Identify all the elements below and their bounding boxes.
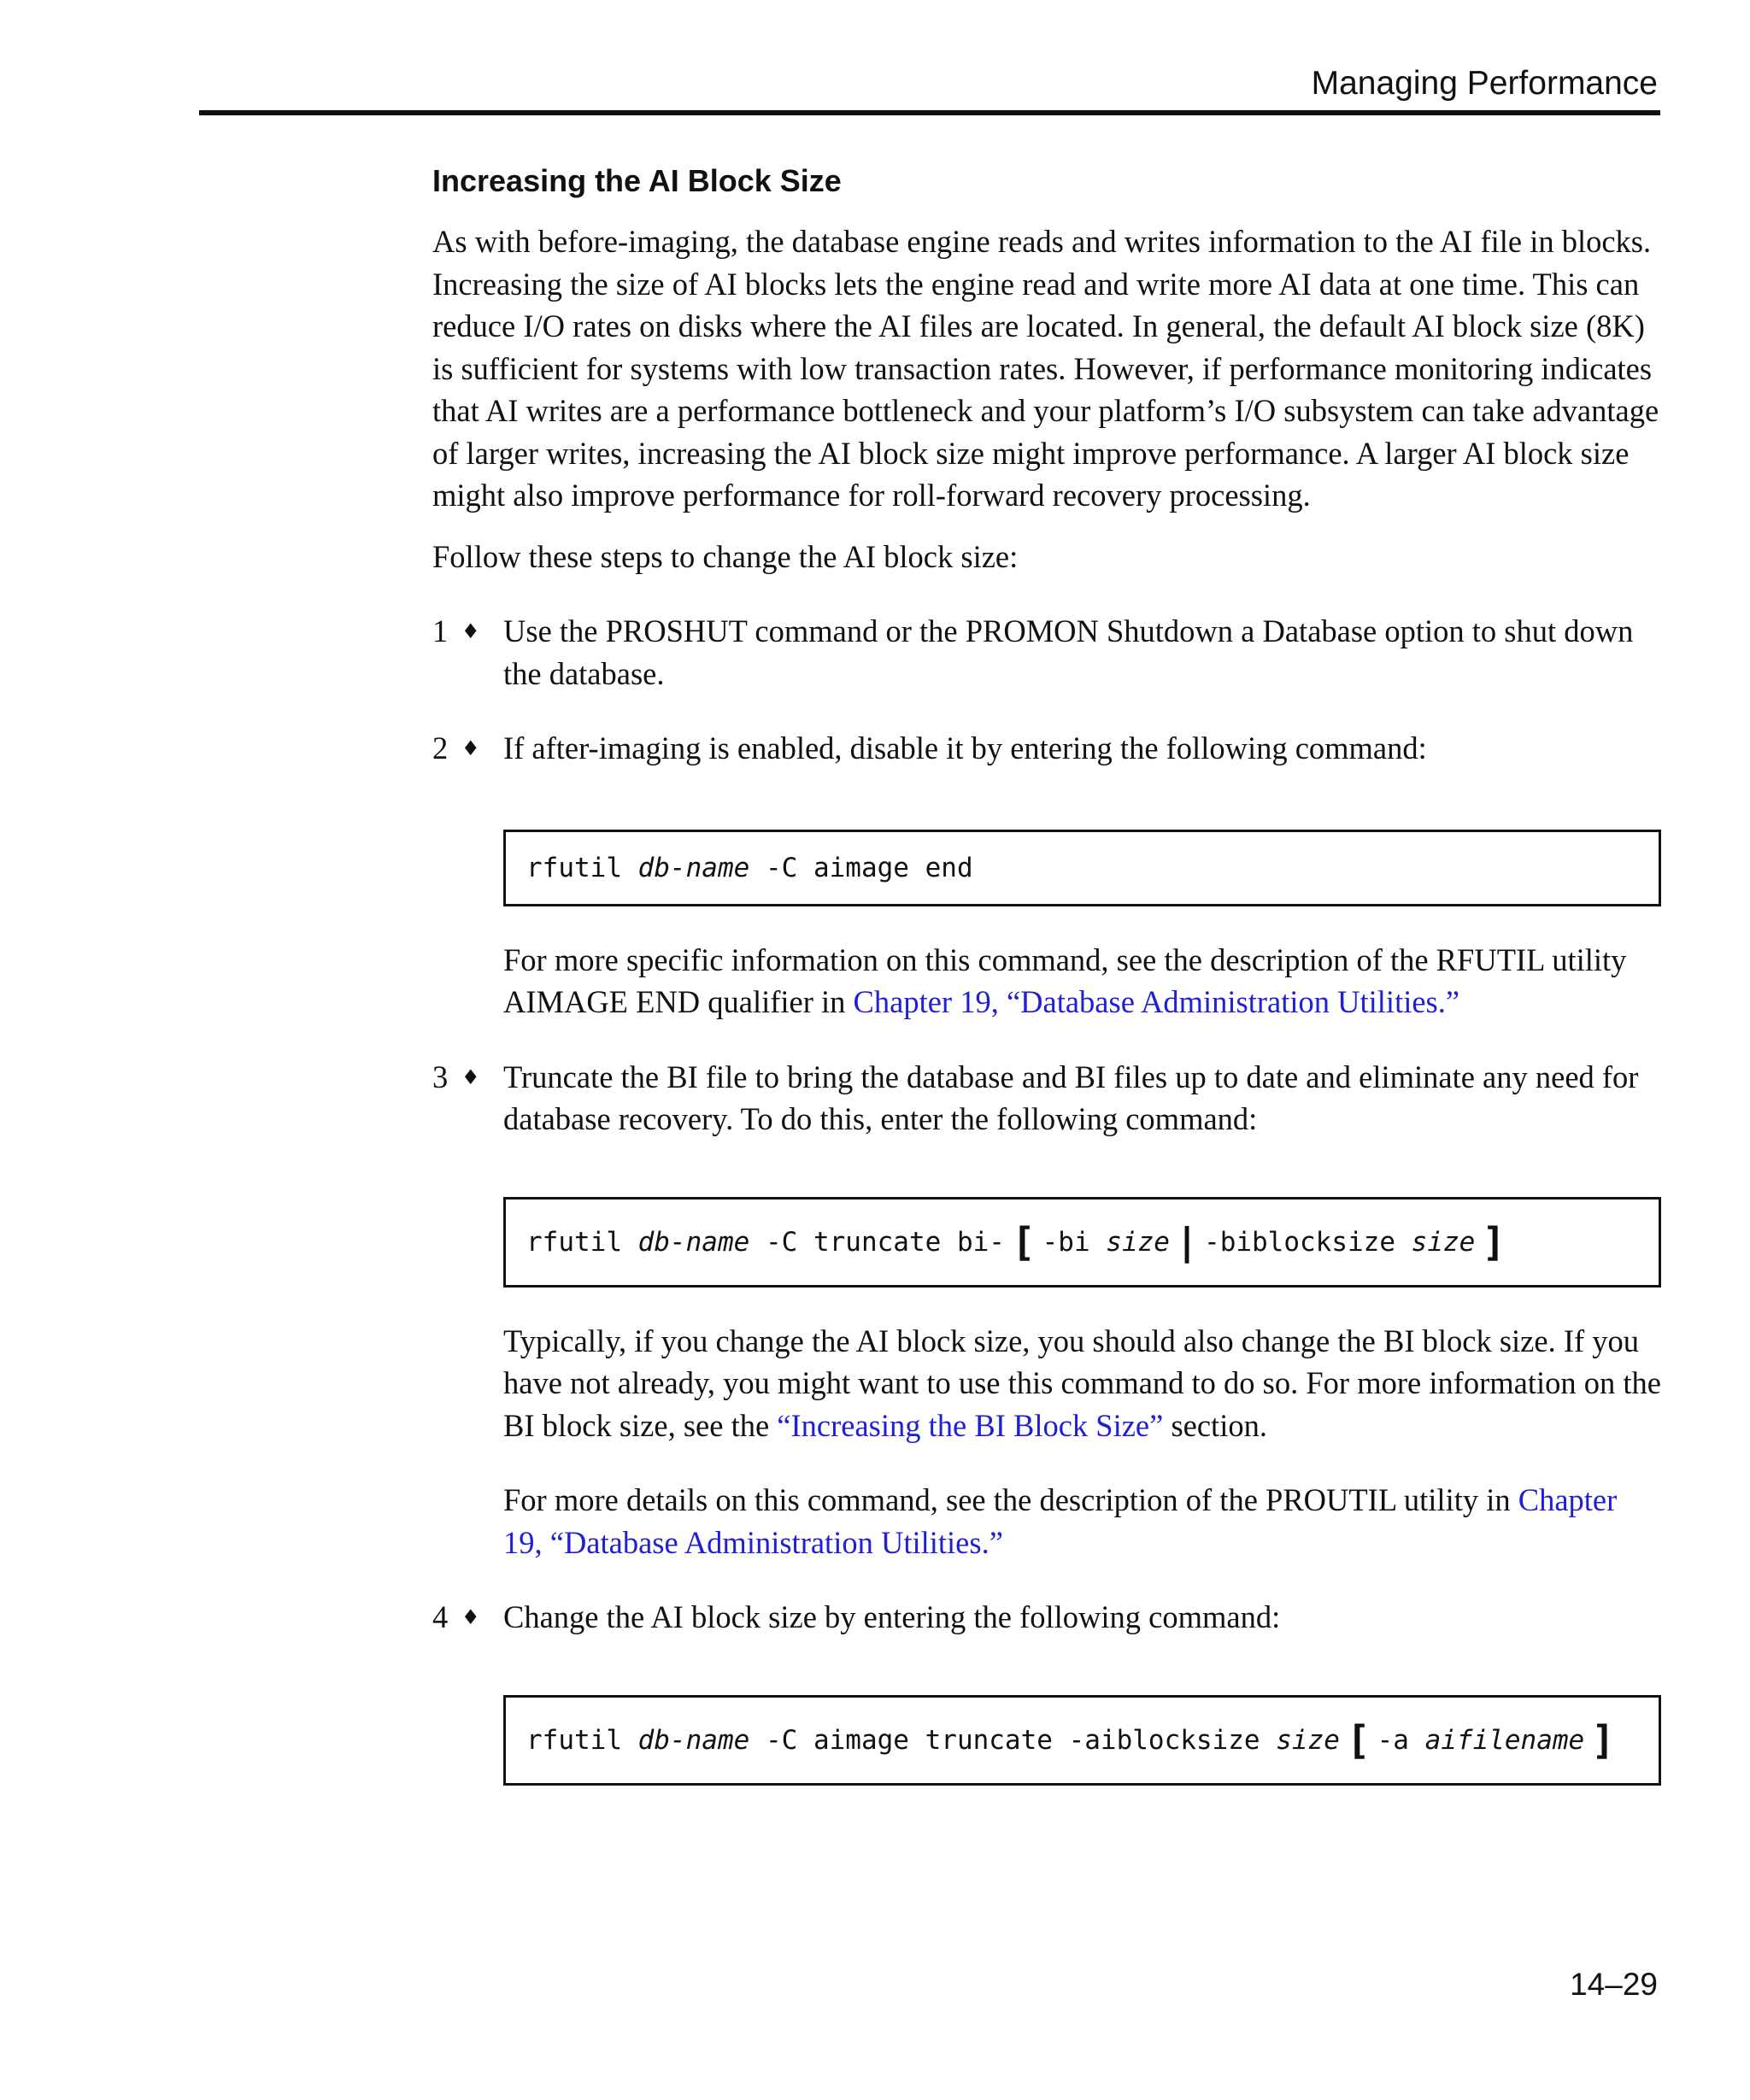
- note-text: section.: [1163, 1407, 1267, 1443]
- page-content: [432, 161, 1663, 1786]
- step-2: [432, 727, 1663, 1024]
- code-command: rfutil: [526, 1226, 638, 1258]
- diamond-bullet-icon: ♦: [461, 619, 480, 643]
- code-variable: size: [1411, 1226, 1476, 1258]
- steps-lead: Follow these steps to change the AI block size:: [432, 538, 1019, 574]
- open-bracket: [: [1346, 1716, 1371, 1763]
- code-command: rfutil: [526, 852, 638, 883]
- step-note: [503, 939, 1663, 1024]
- code-option: -biblocksize: [1204, 1226, 1412, 1258]
- page-number: 14–29: [1570, 1967, 1658, 2002]
- step-note: [503, 1320, 1663, 1447]
- step-marker: [432, 1056, 480, 1100]
- code-block: [503, 1197, 1661, 1288]
- pipe-separator: |: [1179, 1220, 1195, 1264]
- step-marker: [432, 727, 480, 771]
- step-number: 2: [432, 730, 449, 766]
- code-option: -a: [1377, 1724, 1425, 1756]
- code-command: rfutil: [526, 1724, 638, 1756]
- code-variable: db-name: [637, 1226, 750, 1258]
- code-variable: size: [1106, 1226, 1170, 1258]
- chapter-19-link[interactable]: Chapter 19, “Database Administration Utilities.”: [853, 984, 1460, 1019]
- section-title: Increasing the AI Block Size: [432, 163, 842, 198]
- step-number: 1: [432, 613, 449, 648]
- note-text: Typically, if you change the AI block size, you should also change the BI block size. If you have not already, you might want to use this command to do so. For more information on the BI block size, see the: [503, 1323, 1661, 1443]
- code-args: -C aimage truncate -aiblocksize: [749, 1724, 1277, 1756]
- diamond-bullet-icon: ♦: [461, 1065, 480, 1089]
- step-text: Use the PROSHUT command or the PROMON Shutdown a Database option to shut down the database.: [503, 613, 1634, 691]
- diamond-bullet-icon: ♦: [461, 736, 480, 760]
- step-marker: [432, 610, 480, 654]
- running-header: Managing Performance: [1311, 65, 1658, 102]
- code-variable: db-name: [637, 852, 750, 883]
- step-text: Truncate the BI file to bring the database and BI files up to date and eliminate any need for database recovery. To do this, enter the following command:: [503, 1059, 1639, 1136]
- code-block: [503, 830, 1661, 906]
- code-variable: size: [1276, 1724, 1340, 1756]
- diamond-bullet-icon: ♦: [461, 1605, 480, 1629]
- step-1: [432, 610, 1663, 695]
- step-text: If after-imaging is enabled, disable it by entering the following command:: [503, 730, 1427, 766]
- open-bracket: [: [1011, 1218, 1036, 1265]
- code-args: -C truncate bi-: [749, 1226, 1005, 1258]
- bi-block-size-link[interactable]: “Increasing the BI Block Size”: [777, 1407, 1164, 1443]
- step-number: 3: [432, 1059, 449, 1094]
- close-bracket: ]: [1482, 1218, 1506, 1265]
- step-marker: [432, 1596, 480, 1640]
- note-text: For more specific information on this command, see the description of the RFUTIL utility AIMAGE END qualifier in: [503, 941, 1627, 1019]
- step-3: [432, 1056, 1663, 1564]
- step-4: [432, 1596, 1663, 1786]
- code-variable: db-name: [637, 1724, 750, 1756]
- note-text: For more details on this command, see the description of the PROUTIL utility in: [503, 1482, 1518, 1517]
- code-args: -C aimage end: [749, 852, 973, 883]
- step-number: 4: [432, 1599, 449, 1634]
- code-block: [503, 1695, 1661, 1786]
- chapter-19-link[interactable]: Chapter 19, “Database Administration Utilities.”: [503, 1482, 1618, 1560]
- step-note: [503, 1479, 1663, 1563]
- step-text: Change the AI block size by entering the following command:: [503, 1599, 1281, 1634]
- header-rule: [199, 110, 1660, 115]
- code-option: -bi: [1042, 1226, 1107, 1258]
- code-variable: aifilename: [1424, 1724, 1585, 1756]
- close-bracket: ]: [1591, 1716, 1615, 1763]
- intro-paragraph: As with before-imaging, the database engine reads and writes information to the AI file in blocks. Increasing the size of AI blocks lets the engine read and write more AI data at one time. This can reduce I/O rates on disks where the AI files are located. In general, the default AI block size (8K) is sufficient for systems with low transaction rates. However, if performance monitoring indicates that AI writes are a performance bottleneck and your platform’s I/O subsystem can take advantage of larger writes, increasing the AI block size might improve performance. A larger AI block size might also improve performance for roll-forward recovery processing.: [432, 224, 1659, 513]
